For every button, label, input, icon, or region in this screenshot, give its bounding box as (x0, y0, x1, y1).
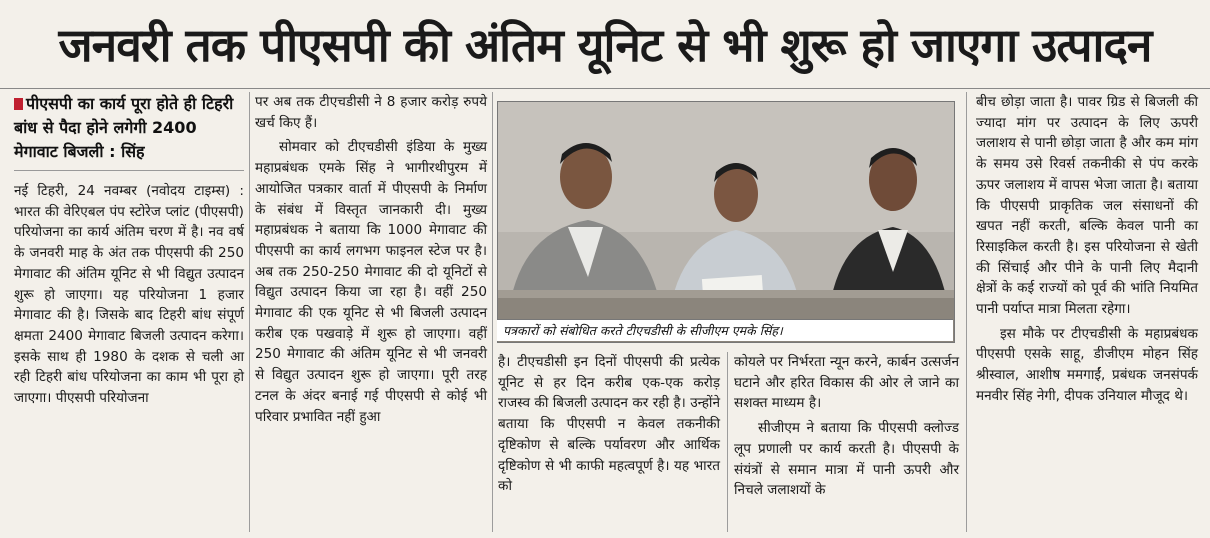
photo-caption: पत्रकारों को संबोधित करते टीएचडीसी के सीजीएम एमके सिंह। (497, 319, 953, 341)
press-conference-photo (497, 101, 955, 343)
column-divider (249, 92, 250, 532)
kicker (14, 92, 244, 171)
column-divider (966, 92, 967, 532)
column-divider (492, 92, 493, 532)
article-column-3 (498, 352, 720, 497)
article-column-1 (14, 92, 244, 409)
column-2-paragraph-1: पर अब तक टीएचडीसी ने 8 हजार करोड़ रुपये खर्च किए हैं। (255, 94, 487, 131)
kicker-marker-icon (14, 98, 23, 110)
article-column-2 (255, 92, 487, 427)
kicker-text: पीएसपी का कार्य पूरा होते ही टिहरी बांध से पैदा होने लगेगी 2400 मेगावाट बिजली : सिंह (14, 94, 234, 161)
column-4-paragraph-2: सीजीएम ने बताया कि पीएसपी क्लोज्ड लूप प्रणाली पर कार्य करती है। पीएसपी के संयंत्रों से समान मात्रा में पानी ऊपरी और निचले जलाशयों के (734, 420, 959, 499)
photo-illustration (498, 102, 954, 342)
column-3-text: है। टीएचडीसी इन दिनों पीएसपी की प्रत्येक यूनिट से हर दिन करीब एक-एक करोड़ राजस्व की बिजली उत्पादन कर रही है। उन्होंने बताया कि पीएसपी न केवल तकनीकी दृष्टिकोण से बल्कि पर्यावरण और आर्थिक दृष्टिकोण से भी काफी महत्वपूर्ण है। यह भारत को (498, 354, 720, 495)
article-column-4 (734, 352, 959, 501)
column-5-paragraph-2: इस मौके पर टीएचडीसी के महाप्रबंधक पीएसपी एसके साहू, डीजीएम मोहन सिंह श्रीस्वाल, आशीष ममगाईं, प्रबंधक जनसंपर्क मनवीर सिंह नेगी, दीपक उनियाल मौजूद थे। (976, 325, 1198, 404)
column-2-paragraph-2: सोमवार को टीएचडीसी इंडिया के मुख्य महाप्रबंधक एमके सिंह ने भागीरथीपुरम में आयोजित पत्रकार वार्ता में पीएसपी के निर्माण के संबंध में विस्तृत जानकारी दी। मुख्य महाप्रबंधक ने बताया कि 1000 मेगावाट की पीएसपी का कार्य लगभग फाइनल स्टेज पर है। अब तक 250-250 मेगावाट की दो यूनिटों से विद्युत उत्पादन किया जा रहा है। वहीं 250 मेगावाट की एक यूनिट से भी बिजली उत्पादन करीब एक पखवाड़े में शुरू हो जाएगा। वहीं 250 मेगावाट की अंतिम यूनिट से भी जनवरी से विद्युत उत्पादन शुरू हो जाएगा। पूरी तरह टनल के अंदर बनाई गई पीएसपी से कोई भी परिवार प्रभावित नहीं हुआ (255, 139, 487, 425)
column-1-text: नई टिहरी, 24 नवम्बर (नवोदय टाइम्स) : भारत की वेरिएबल पंप स्टोरेज प्लांट (पीएसपी) परियोजना का कार्य अंतिम चरण में है। नव वर्ष के जनवरी माह के अंत तक पीएसपी की 250 मेगावाट की अंतिम यूनिट से भी विद्युत उत्पादन शुरू हो जाएगा। यह परियोजना 1 हजार मेगावाट की है। जिसके बाद टिहरी बांध संपूर्ण क्षमता 2400 मेगावाट बिजली उत्पादन करेगा। इसके साथ ही 1980 के दशक से चली आ रही टिहरी बांध परियोजना का काम भी पूरा हो जाएगा। पीएसपी परियोजना (14, 183, 244, 407)
column-5-paragraph-1: बीच छोड़ा जाता है। पावर ग्रिड से बिजली की ज्यादा मांग पर उत्पादन के लिए ऊपरी जलाशय से पानी छोड़ा जाता है और कम मांग के समय उसे रिवर्स तकनीकी से पंप करके ऊपर जलाशय में वापस भेजा जाता है। बताया कि पीएसपी प्राकृतिक जल संसाधनों की खपत नहीं करती, बल्कि केवल पानी का रिसाइकिल करती है। इस परियोजना से खेती की सिंचाई और पीने के पानी लिए मैदानी क्षेत्रों के कई राज्यों को पूर्व की भांति नियमित पानी पर्याप्त मात्रा मिलता रहेगा। (976, 94, 1198, 318)
column-4-paragraph-1: कोयले पर निर्भरता न्यून करने, कार्बन उत्सर्जन घटाने और हरित विकास की ओर ले जाने का सशक्त माध्यम है। (734, 354, 959, 412)
column-divider (727, 352, 728, 532)
article-column-5 (976, 92, 1198, 407)
headline: जनवरी तक पीएसपी की अंतिम यूनिट से भी शुरू हो जाएगा उत्पादन (0, 0, 1210, 89)
